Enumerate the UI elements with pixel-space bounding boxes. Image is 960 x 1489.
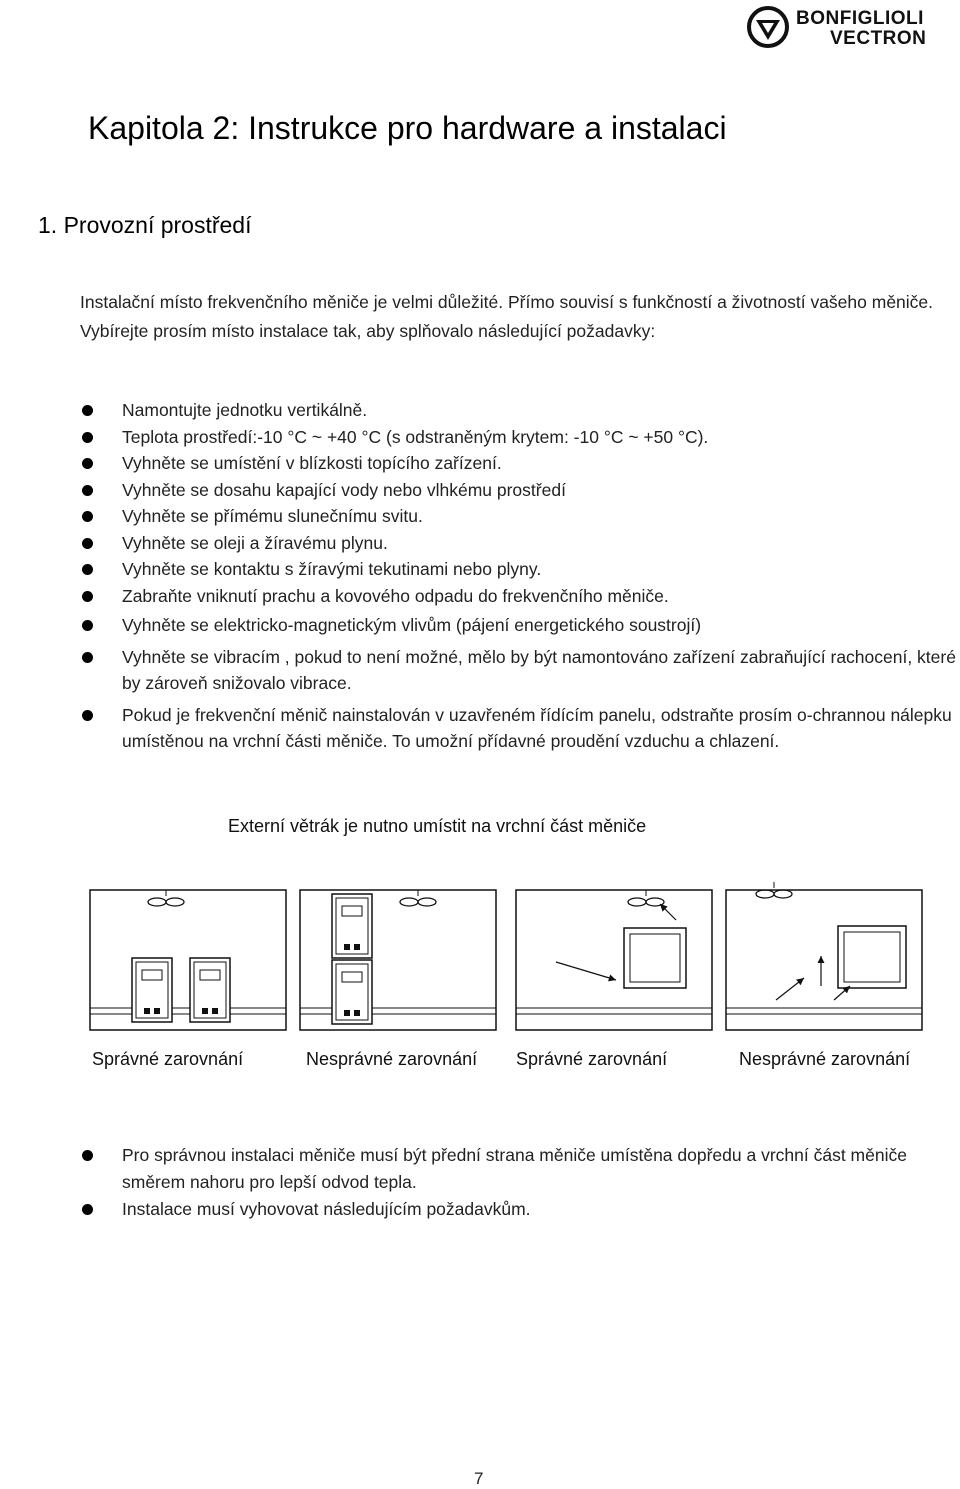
diagram-label-2: Nesprávné zarovnání [306,1049,478,1069]
list-item: Instalace musí vyhovovat následujícím požadavkům. [80,1196,960,1223]
diagram-label-4: Nesprávné zarovnání [739,1049,911,1069]
notes-list [80,1142,960,1223]
list-item: Zabraňte vniknutí prachu a kovového odpadu do frekvenčního měniče. [80,583,960,610]
list-item: Vyhněte se kontaktu s žíravými tekutinami nebo plyny. [80,556,960,583]
list-item: Pokud je frekvenční měnič nainstalován v uzavřeném řídícím panelu, odstraňte prosím o-chrannou nálepku umístěnou na vrchní části měniče. To umožní přídavné proudění vzduchu a chlazení. [80,702,960,755]
installation-diagram [86,874,926,1044]
diagram-label-1: Správné zarovnání [92,1049,244,1069]
panel-correct-side-by-side [90,890,286,1030]
intro-paragraph: Instalační místo frekvenčního měniče je velmi důležité. Přímo souvisí s funkčností a životností vašeho měniče. Vybírejte prosím místo instalace tak, aby splňovalo následující požadavky: [80,292,934,341]
panel-correct-airflow [516,890,712,1030]
logo-text-bonfiglioli: BONFIGLIOLI [796,8,924,29]
list-item: Vyhněte se přímému slunečnímu svitu. [80,503,960,530]
diagram-label-3: Správné zarovnání [516,1049,668,1069]
company-logo [746,4,942,50]
list-item: Vyhněte se dosahu kapající vody nebo vlhkému prostředí [80,477,960,504]
list-item: Teplota prostředí:-10 °C ~ +40 °C (s odstraněným krytem: -10 °C ~ +50 °C). [80,424,960,451]
diagram-caption: Externí větrák je nutno umístit na vrchní část měniče [228,816,647,836]
list-item: Pro správnou instalaci měniče musí být přední strana měniče umístěna dopředu a vrchní část měniče směrem nahoru pro lepší odvod tepla. [80,1142,960,1196]
bonfiglioli-logo-icon [746,6,790,48]
panel-incorrect-stacked [300,890,496,1030]
chapter-title: Kapitola 2: Instrukce pro hardware a instalaci [88,110,727,146]
list-item: Vyhněte se vibracím , pokud to není možné, mělo by být namontováno zařízení zabraňující rachocení, které by zároveň snižovalo vibrace. [80,644,960,697]
section-title: 1. Provozní prostředí [38,212,252,238]
list-item: Vyhněte se umístění v blízkosti topícího zařízení. [80,450,960,477]
list-item: Vyhněte se oleji a žíravému plynu. [80,530,960,557]
page-number: 7 [474,1469,484,1488]
panel-incorrect-airflow [726,882,922,1030]
list-item: Namontujte jednotku vertikálně. [80,397,960,424]
requirements-list [80,397,960,755]
logo-text-vectron: VECTRON [830,28,927,49]
list-item: Vyhněte se elektricko-magnetickým vlivům (pájení energetického soustrojí) [80,612,960,639]
